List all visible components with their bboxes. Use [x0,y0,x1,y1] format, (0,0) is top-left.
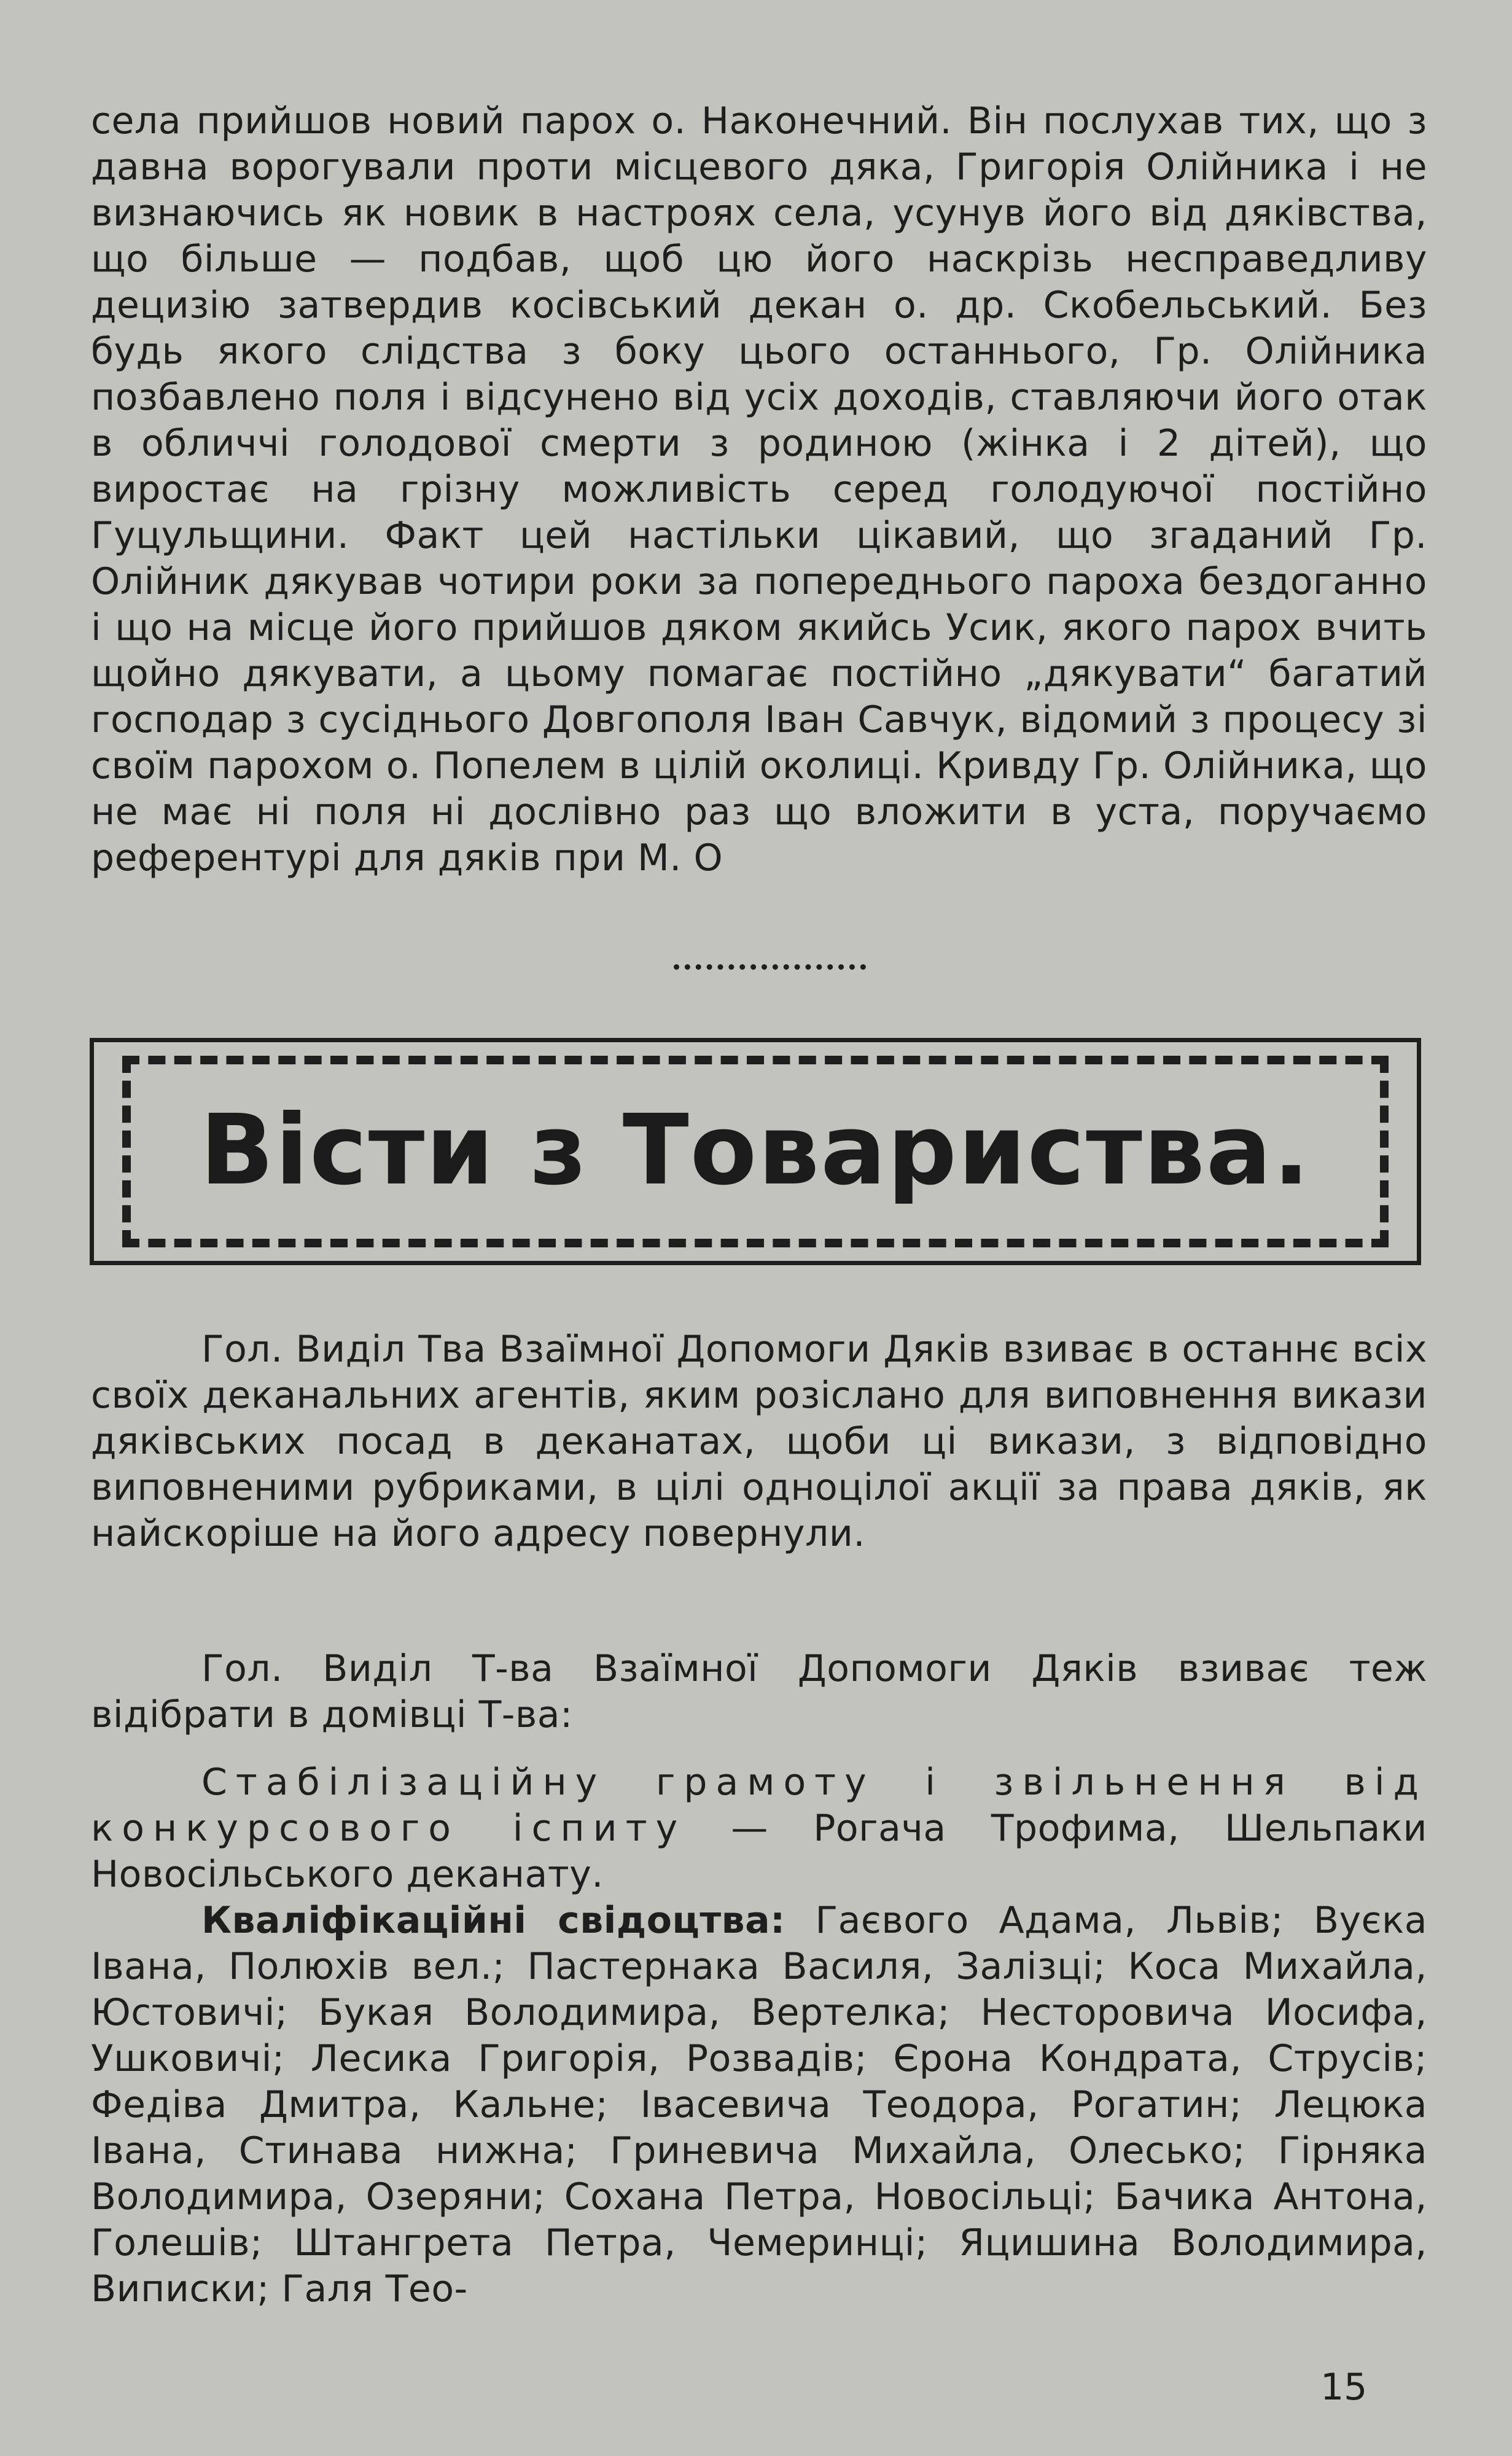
paragraph-stabilization [91,1760,1427,1898]
stabilization-names: — Рогача Трофима, Шельпаки Новосільського деканату. [91,1807,1427,1896]
paragraph-agents-call: Гол. Виділ Тва Взаїмної Допомоги Дяків взиває в останнє всіх своїх деканальних агентів, яким розіслано для виповнення викази дяківських посад в деканатах, щоби ці викази, з відповідно виповненими рубриками, в цілі одноцілої акції за права дяків, як найскоріше на його адресу повернули. [91,1328,1427,1555]
stabilization-heading: Стабілізаційну грамоту і звільнення від конкурсового іспиту [91,1761,1427,1850]
paragraph-qualifications [91,1898,1427,2312]
paragraph-collect-notice: Гол. Виділ Т-ва Взаїмної Допомоги Дяків взиває теж відібрати в домівці Т-ва: [91,1647,1427,1736]
lead-paragraph: села прийшов новий парох о. Наконечний. Він послухав тих, що з давна ворогували проти місцевого дяка, Григорія Олійника і не визнаючись як новик в настроях села, усунув його від дяківства, що більше — подбав, щоб цю його наскрізь несправедливу децизію затвердив косівський декан о. др. Скобельський. Без будь якого слідства з боку цього останнього, Гр. Олійника позбавлено поля і відсунено від усіх доходів, ставляючи його отак в обличчі голодової смерти з родиною (жінка і 2 дітей), що виростає на грізну можливість серед голодуючої постійно Гуцульщини. Факт цей настільки цікавий, що згаданий Гр. Олійник дякував чотири роки за попереднього пароха бездоганно і що на місце його прийшов дяком якийсь Усик, якого парох вчить щойно дякувати, а цьому помагає постійно „дякувати“ багатий господар з сусіднього Довгополя Іван Савчук, відомий з процесу зі своїм парохом о. Попелем в цілій околиці. Кривду Гр. Олійника, що не має ні поля ні дослівно раз що вложити в уста, поручаємо референтурі для дяків при М. О [91,99,1427,879]
section-banner [90,1038,1421,1265]
section-title: Вісти з Товариства. [200,1094,1311,1207]
dotted-separator [674,964,866,970]
page-number: 15 [1320,2366,1368,2409]
qualifications-label: Кваліфікаційні свідоцтва: [201,1899,785,1942]
qualifications-names: Гаєвого Адама, Львів; Вуєка Івана, Полюхів вел.; Пастернака Василя, Залізці; Коса Михайла, Юстовичі; Букая Володимира, Вертелка; Несторовича Иосифа, Ушковичі; Лесика Григорія, Розвадів; Єрона Кондрата, Струсів; Федіва Дмитра, Кальне; Івасевича Теодора, Рогатин; Лецюка Івана, Стинава нижна; Гриневича Михайла, Олесько; Гірняка Володимира, Озеряни; Сохана Петра, Новосільці; Бачика Антона, Голешів; Штангрета Петра, Чемеринці; Яцишина Володимира, Виписки; Галя Тео- [91,1899,1427,2310]
